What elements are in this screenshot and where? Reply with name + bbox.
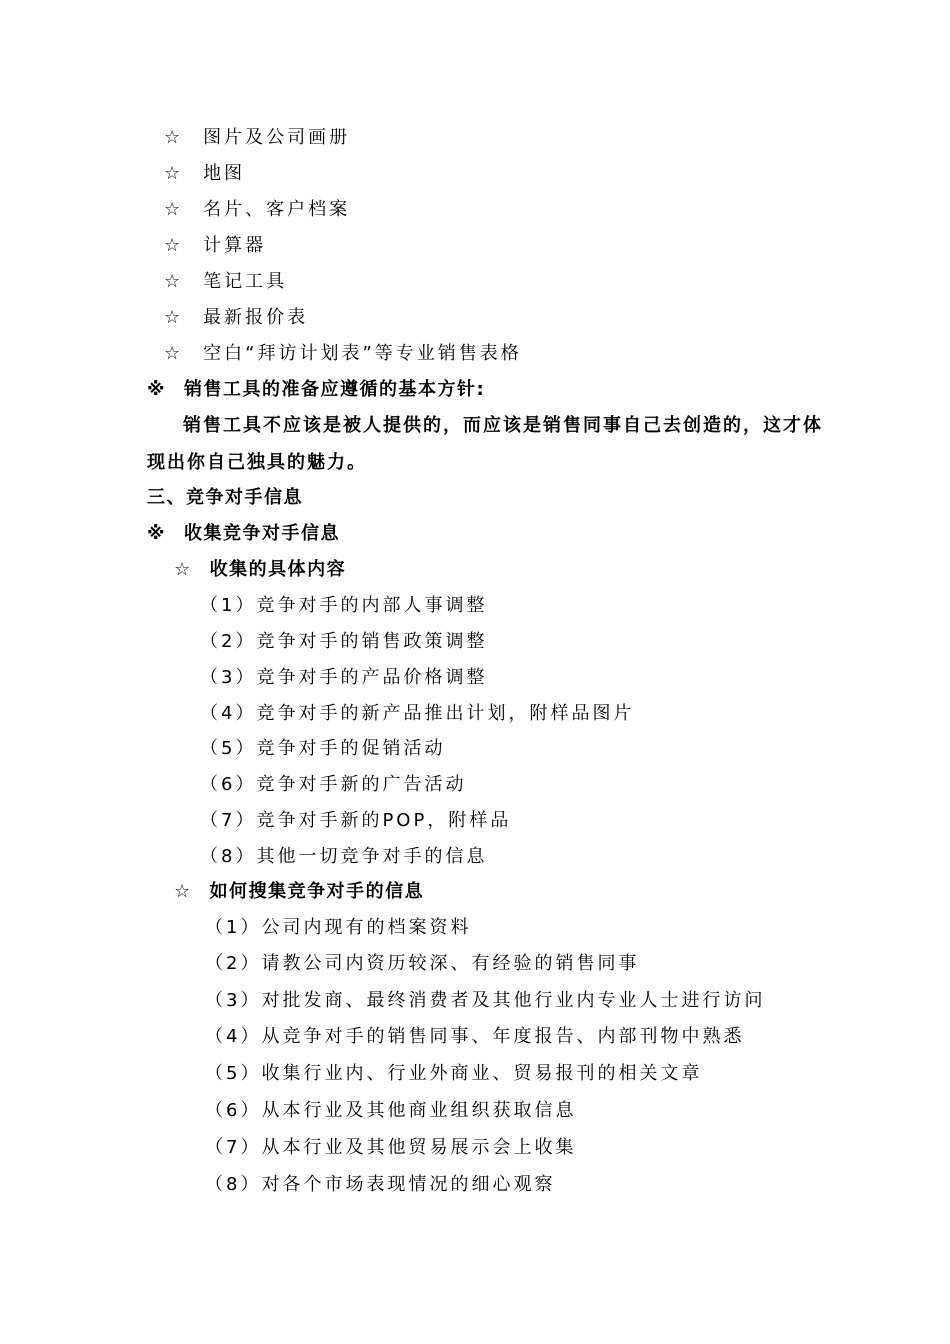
tool-item-text: 地图 <box>203 163 246 184</box>
list-item <box>200 810 511 832</box>
item-number: （2） <box>200 631 257 652</box>
item-text: 竞争对手新的广告活动 <box>256 774 467 795</box>
item-number: （7） <box>205 1137 262 1158</box>
tool-item-text: 名片、客户档案 <box>203 199 351 220</box>
star-icon: ☆ <box>164 199 184 220</box>
star-icon: ☆ <box>164 127 184 148</box>
list-item <box>205 1026 744 1048</box>
tool-item <box>164 199 350 221</box>
list-item <box>200 846 487 868</box>
tool-item-text: 计算器 <box>203 235 267 256</box>
list-item <box>200 703 634 725</box>
section-subtitle-text: 收集竞争对手信息 <box>184 523 340 544</box>
item-text: 公司内现有的档案资料 <box>261 917 472 938</box>
list-item <box>205 990 765 1012</box>
item-text: 竞争对手的新产品推出计划，附样品图片 <box>256 703 635 724</box>
item-number: （3） <box>205 990 262 1011</box>
item-number: （2） <box>205 953 262 974</box>
tool-item-text: 空白“拜访计划表”等专业销售表格 <box>203 343 522 364</box>
tool-item <box>164 235 266 257</box>
tool-item <box>164 307 308 329</box>
list-item <box>200 667 487 689</box>
item-number: （6） <box>205 1100 262 1121</box>
list-item <box>200 774 466 796</box>
tool-item-text: 最新报价表 <box>203 307 309 328</box>
tool-item <box>164 343 522 365</box>
methods-heading-text: 如何搜集竞争对手的信息 <box>209 881 425 902</box>
principle-heading-text: 销售工具的准备应遵循的基本方针: <box>184 379 486 400</box>
section-subtitle <box>147 523 340 545</box>
item-text: 竞争对手的促销活动 <box>256 738 446 759</box>
list-item <box>205 1100 576 1122</box>
star-icon: ☆ <box>164 343 184 364</box>
item-text: 对批发商、最终消费者及其他行业内专业人士进行访问 <box>261 990 766 1011</box>
item-number: （4） <box>205 1026 262 1047</box>
item-number: （3） <box>200 667 257 688</box>
principle-heading <box>147 379 485 401</box>
item-text: 收集行业内、行业外商业、贸易报刊的相关文章 <box>261 1063 703 1084</box>
content-heading-text: 收集的具体内容 <box>209 559 347 580</box>
item-number: （8） <box>200 846 257 867</box>
item-text: 其他一切竞争对手的信息 <box>256 846 488 867</box>
item-text: 竞争对手的销售政策调整 <box>256 631 488 652</box>
item-number: （6） <box>200 774 257 795</box>
item-text: 竞争对手的内部人事调整 <box>256 595 488 616</box>
star-icon: ☆ <box>164 163 184 184</box>
item-text: 从竞争对手的销售同事、年度报告、内部刊物中熟悉 <box>261 1026 745 1047</box>
principle-body-line-2: 现出你自己独具的魅力。 <box>147 452 367 473</box>
item-number: （4） <box>200 703 257 724</box>
reference-mark-icon: ※ <box>147 379 166 400</box>
list-item <box>200 738 445 760</box>
list-item <box>205 1174 555 1196</box>
section-title: 三、竞争对手信息 <box>147 487 303 508</box>
item-text: 从本行业及其他贸易展示会上收集 <box>261 1137 577 1158</box>
tool-item-text: 图片及公司画册 <box>203 127 351 148</box>
item-text: 竞争对手的产品价格调整 <box>256 667 488 688</box>
item-number: （8） <box>205 1174 262 1195</box>
item-number: （5） <box>200 738 257 759</box>
item-text: 请教公司内资历较深、有经验的销售同事 <box>261 953 640 974</box>
list-item <box>205 1063 702 1085</box>
item-number: （1） <box>205 917 262 938</box>
tool-item-text: 笔记工具 <box>203 271 288 292</box>
list-item <box>205 953 639 975</box>
list-item <box>200 631 487 653</box>
tool-item <box>164 271 287 293</box>
list-item <box>205 1137 576 1159</box>
star-icon: ☆ <box>164 307 184 328</box>
principle-body-line-1: 销售工具不应该是被人提供的，而应该是销售同事自己去创造的，这才体 <box>183 415 823 436</box>
star-icon: ☆ <box>164 235 184 256</box>
methods-heading <box>174 881 424 903</box>
tool-item <box>164 163 245 185</box>
item-text: 从本行业及其他商业组织获取信息 <box>261 1100 577 1121</box>
content-heading <box>174 559 346 581</box>
star-icon: ☆ <box>174 559 192 580</box>
tool-item <box>164 127 350 149</box>
item-number: （1） <box>200 595 257 616</box>
reference-mark-icon: ※ <box>147 523 166 544</box>
star-icon: ☆ <box>164 271 184 292</box>
list-item <box>200 595 487 617</box>
item-text: 竞争对手新的POP，附样品 <box>256 810 512 831</box>
list-item <box>205 917 471 939</box>
item-number: （7） <box>200 810 257 831</box>
item-text: 对各个市场表现情况的细心观察 <box>261 1174 556 1195</box>
star-icon: ☆ <box>174 881 192 902</box>
item-number: （5） <box>205 1063 262 1084</box>
